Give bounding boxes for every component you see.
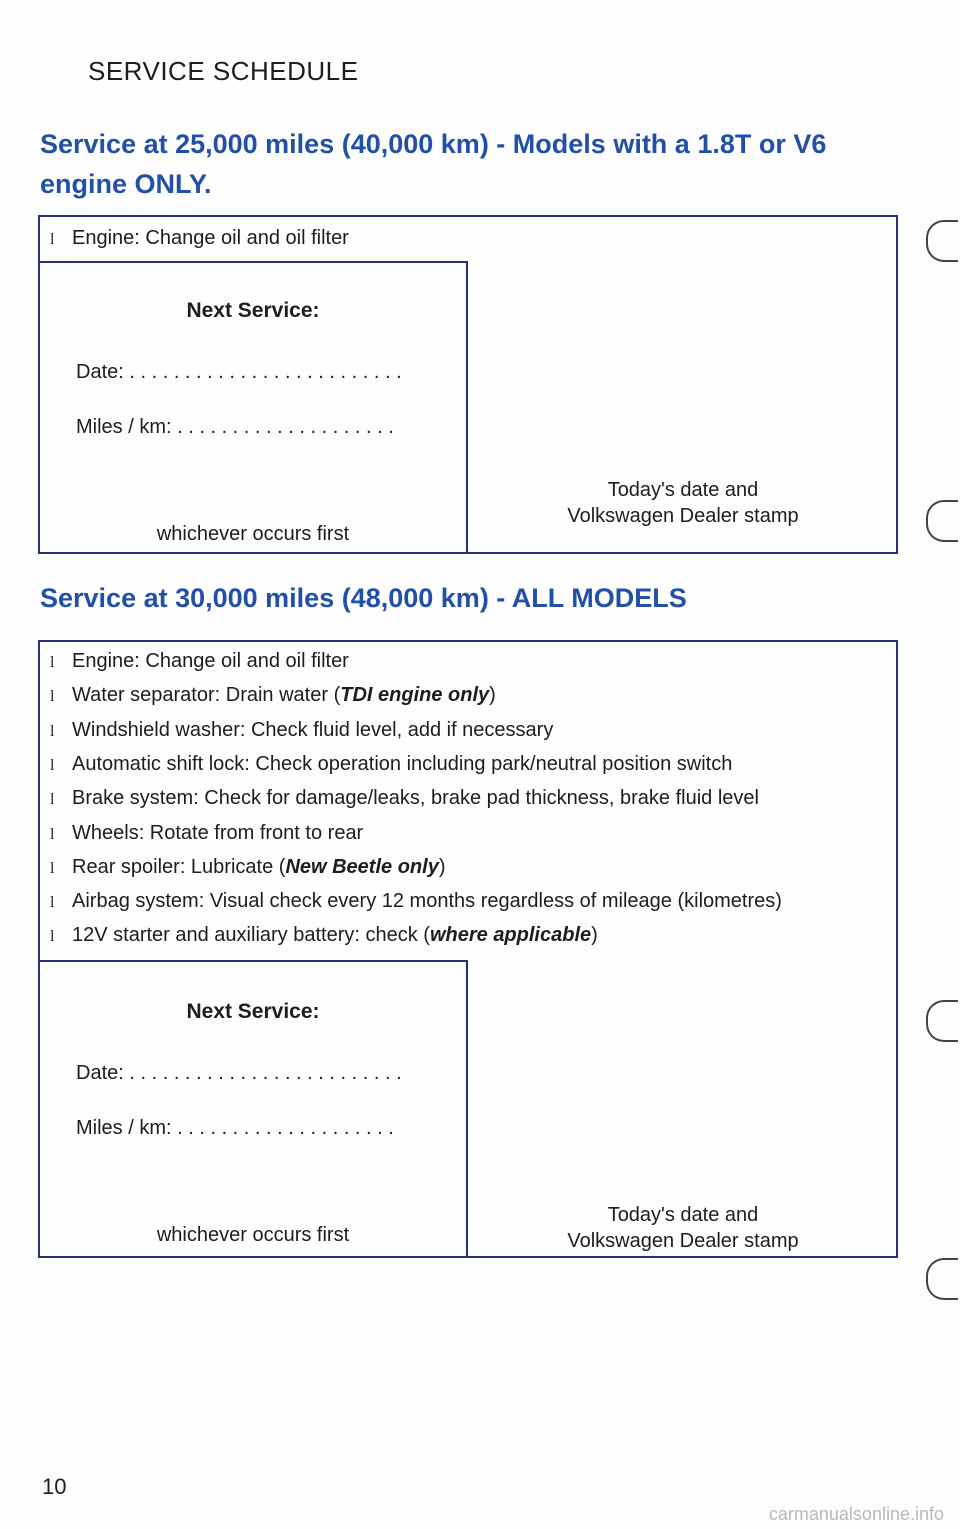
checklist-item <box>50 753 732 776</box>
item-text: Windshield washer: Check fluid level, add if necessary <box>72 718 554 741</box>
checklist-item <box>50 890 782 913</box>
section1-heading-line1: Service at 25,000 miles (40,000 km) - Models with a 1.8T or V6 <box>40 129 827 159</box>
miles-field[interactable]: Miles / km: . . . . . . . . . . . . . . . . . . . . <box>76 416 394 438</box>
whichever-note: whichever occurs first <box>156 523 350 545</box>
bullet-marker: l <box>50 928 55 946</box>
item-emphasis: TDI engine only <box>340 684 490 707</box>
binder-tab-mark <box>926 500 958 542</box>
item-text: Brake system: Check for damage/leaks, brake pad thickness, brake fluid level <box>72 787 759 810</box>
bullet-marker: l <box>50 688 55 706</box>
item-suffix: ) <box>438 855 446 878</box>
whichever-note: whichever occurs first <box>156 1224 350 1246</box>
miles-field[interactable]: Miles / km: . . . . . . . . . . . . . . . . . . . . <box>76 1117 394 1139</box>
checklist-item <box>50 719 553 742</box>
item-suffix: ) <box>489 684 496 707</box>
date-field[interactable]: Date: . . . . . . . . . . . . . . . . . . . . . . . . . <box>76 1062 402 1084</box>
watermark: carmanualsonline.info <box>768 1504 944 1524</box>
item-emphasis: where applicable <box>429 924 592 947</box>
item-emphasis: New Beetle only <box>285 855 439 878</box>
bullet-marker: l <box>50 756 55 774</box>
date-field[interactable]: Date: . . . . . . . . . . . . . . . . . . . . . . . . . <box>76 361 402 383</box>
next-service-title: Next Service: <box>186 1000 320 1023</box>
item-text: Engine: Change oil and oil filter <box>72 650 349 672</box>
next-service-title: Next Service: <box>186 299 320 322</box>
binder-tab-mark <box>926 1000 958 1042</box>
bullet-marker: l <box>50 894 55 912</box>
section1-box <box>38 215 898 554</box>
bullet-marker: l <box>50 722 55 740</box>
page-header: SERVICE SCHEDULE <box>88 56 359 86</box>
binder-tab-mark <box>926 220 958 262</box>
checklist-item <box>50 650 349 673</box>
checklist-item <box>50 684 496 707</box>
stamp-line2: Volkswagen Dealer stamp <box>567 505 799 527</box>
item-text: Wheels: Rotate from front to rear <box>72 821 364 844</box>
section1-next-service <box>38 261 468 554</box>
checklist-item <box>50 924 598 947</box>
item-text: Water separator: Drain water ( <box>72 684 341 707</box>
item-text: 12V starter and auxiliary battery: check ( <box>72 924 430 947</box>
stamp-line1: Today's date and <box>607 479 759 501</box>
item-text: Engine: Change oil and oil filter <box>72 227 349 249</box>
item-text: Airbag system: Visual check every 12 months regardless of mileage (kilometres) <box>72 890 782 913</box>
item-text: Automatic shift lock: Check operation including park/neutral position switch <box>72 752 733 775</box>
page-number: 10 <box>42 1474 67 1499</box>
stamp-line1: Today's date and <box>607 1204 759 1226</box>
section2-box <box>38 640 898 1258</box>
checklist-item <box>50 822 363 845</box>
item-suffix: ) <box>591 924 598 947</box>
bullet-marker: l <box>50 791 55 809</box>
section2-heading: Service at 30,000 miles (48,000 km) - ALL MODELS <box>40 583 687 613</box>
section2-next-service <box>38 960 468 1258</box>
bullet-marker: l <box>50 859 55 877</box>
bullet-marker: l <box>50 231 55 248</box>
checklist-item <box>50 227 349 250</box>
dealer-stamp-area[interactable] <box>470 477 896 529</box>
checklist-item <box>50 856 446 879</box>
stamp-line2: Volkswagen Dealer stamp <box>567 1230 799 1252</box>
checklist-item <box>50 787 759 810</box>
bullet-marker: l <box>50 825 55 843</box>
bullet-marker: l <box>50 654 55 671</box>
item-text: Rear spoiler: Lubricate ( <box>72 855 286 878</box>
binder-tab-mark <box>926 1258 958 1300</box>
section1-heading-line2: engine ONLY. <box>40 169 212 199</box>
dealer-stamp-area[interactable] <box>470 1202 896 1254</box>
section1-heading <box>40 124 826 204</box>
